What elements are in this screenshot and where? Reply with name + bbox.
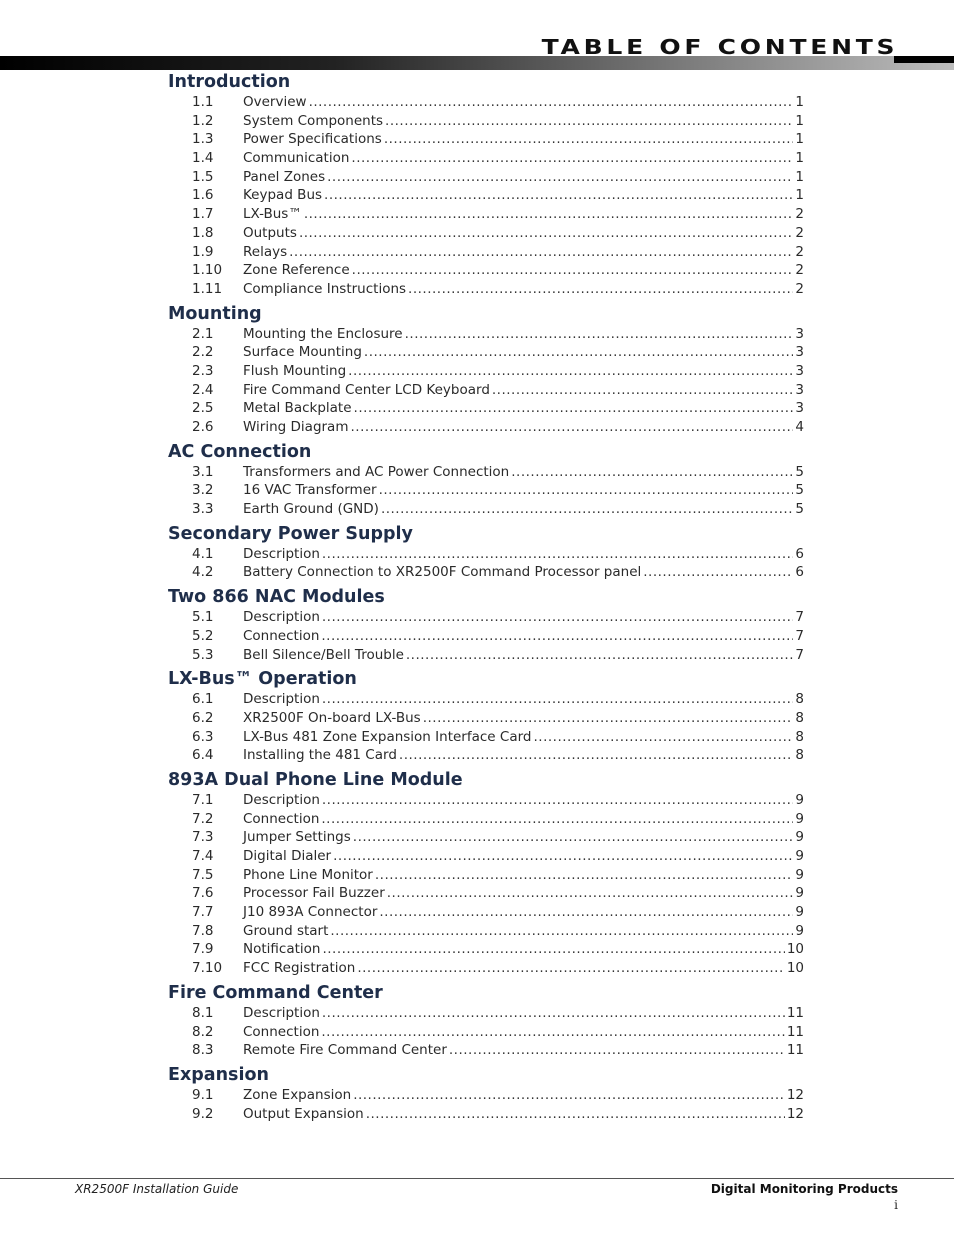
toc-entry[interactable] — [168, 418, 804, 437]
entry-page: 1 — [795, 168, 804, 185]
entry-label: J10 893A Connector — [243, 904, 378, 921]
entry-label: Notification — [243, 941, 321, 958]
header-bar-notch — [894, 56, 954, 63]
entry-number: 1.10 — [192, 262, 223, 279]
entry-number: 1.5 — [192, 168, 214, 185]
toc-section — [168, 770, 804, 978]
entry-number: 1.1 — [192, 94, 214, 110]
entry-label: Jumper Settings — [243, 829, 351, 846]
toc-entry[interactable] — [168, 149, 804, 168]
toc-section — [168, 72, 804, 299]
toc-entry[interactable] — [168, 627, 804, 646]
entry-number: 8.3 — [192, 1042, 214, 1059]
toc-entry[interactable] — [168, 93, 804, 112]
entry-number: 3.3 — [192, 501, 214, 518]
entry-label: Connection — [243, 627, 320, 644]
entry-number: 7.2 — [192, 810, 214, 827]
entry-number: 8.1 — [192, 1004, 214, 1021]
section-title: AC Connection — [168, 441, 312, 462]
entry-label: Phone Line Monitor — [243, 866, 373, 883]
entry-label: Surface Mounting — [243, 344, 362, 361]
toc-entry[interactable] — [168, 940, 804, 959]
dot-leader — [423, 709, 794, 728]
entry-number: 6.3 — [192, 728, 214, 745]
dot-leader — [406, 646, 794, 665]
dot-leader — [333, 847, 793, 866]
entry-number: 4.1 — [192, 545, 214, 562]
dot-leader — [322, 690, 794, 709]
entry-label: Outputs — [243, 224, 297, 241]
toc-entry[interactable] — [168, 362, 804, 381]
toc-entry[interactable] — [168, 690, 804, 709]
entry-page: 2 — [795, 280, 804, 297]
entry-label: Output Expansion — [243, 1105, 364, 1122]
dot-leader — [375, 866, 794, 885]
dot-leader — [321, 1023, 784, 1042]
toc-entry[interactable] — [168, 884, 804, 903]
entry-page: 8 — [795, 691, 804, 708]
entry-label: Relays — [243, 243, 288, 260]
entry-page: 2 — [795, 243, 804, 260]
entry-page: 9 — [795, 922, 804, 939]
toc-entry[interactable] — [168, 261, 804, 280]
entry-label: Metal Backplate — [243, 400, 352, 417]
entry-page: 9 — [795, 829, 804, 846]
dot-leader — [366, 1105, 785, 1124]
entry-label: Description — [243, 1004, 320, 1021]
entry-page: 5 — [795, 463, 804, 480]
dot-leader — [533, 728, 793, 747]
toc-entry[interactable] — [168, 1004, 804, 1023]
entry-label: Fire Command Center LCD Keyboard — [243, 381, 490, 398]
entry-label: Battery Connection to XR2500F Command Processor panel — [243, 564, 642, 581]
entry-number: 7.9 — [192, 941, 214, 958]
entry-label: Transformers and AC Power Connection — [243, 463, 510, 480]
footer-company-name: Digital Monitoring Products — [710, 1182, 898, 1196]
entry-label: Zone Expansion — [243, 1086, 352, 1103]
dot-leader — [322, 791, 794, 810]
entry-page: 1 — [795, 150, 804, 167]
entry-label: Flush Mounting — [243, 362, 347, 379]
toc-section — [168, 304, 804, 437]
entry-page: 5 — [795, 482, 804, 499]
entry-label: Panel Zones — [243, 168, 326, 185]
entry-page: 1 — [795, 112, 804, 129]
entry-page: 9 — [795, 866, 804, 883]
entry-number: 6.1 — [192, 691, 214, 708]
entry-number: 7.7 — [192, 904, 214, 921]
section-title: Expansion — [168, 1064, 269, 1085]
toc-section — [168, 587, 804, 664]
entry-label: Processor Fail Buzzer — [243, 885, 385, 902]
entry-label: Compliance Instructions — [243, 280, 407, 297]
entry-page: 6 — [795, 545, 804, 562]
dot-leader — [304, 205, 794, 224]
toc-entry[interactable] — [168, 746, 804, 765]
entry-label: Overview — [243, 94, 307, 110]
dot-leader — [327, 168, 793, 187]
toc-entry[interactable] — [168, 243, 804, 262]
entry-page: 7 — [795, 646, 804, 663]
entry-number: 1.3 — [192, 131, 214, 148]
dot-leader — [385, 112, 793, 131]
entry-page: 7 — [795, 627, 804, 644]
entry-label: XR2500F On-board LX-Bus — [243, 709, 421, 726]
dot-leader — [399, 746, 794, 765]
entry-number: 5.3 — [192, 646, 214, 663]
toc-entry[interactable] — [168, 112, 804, 131]
dot-leader — [352, 261, 794, 280]
dot-leader — [322, 940, 784, 959]
entry-page: 1 — [795, 187, 804, 204]
entry-label: 16 VAC Transformer — [243, 482, 377, 499]
entry-page: 8 — [795, 709, 804, 726]
entry-number: 3.2 — [192, 482, 214, 499]
entry-page: 2 — [795, 224, 804, 241]
entry-number: 7.10 — [192, 960, 223, 977]
dot-leader — [379, 481, 794, 500]
entry-page: 10 — [786, 941, 804, 958]
footer-document-title: XR2500F Installation Guide — [75, 1182, 239, 1196]
entry-page: 9 — [795, 791, 804, 808]
toc-entry[interactable] — [168, 325, 804, 344]
entry-label: LX-Bus 481 Zone Expansion Interface Card — [243, 728, 532, 745]
dot-leader — [384, 130, 794, 149]
dot-leader — [309, 93, 794, 112]
dot-leader — [408, 280, 793, 299]
toc-entry[interactable] — [168, 709, 804, 728]
entry-number: 1.11 — [192, 280, 223, 297]
entry-label: Mounting the Enclosure — [243, 325, 403, 342]
toc-entry[interactable] — [168, 1041, 804, 1060]
dot-leader — [350, 418, 793, 437]
dot-leader — [405, 325, 794, 344]
toc-entry[interactable] — [168, 959, 804, 978]
dot-leader — [511, 463, 793, 482]
entry-number: 2.3 — [192, 362, 214, 379]
entry-page: 1 — [795, 94, 804, 110]
dot-leader — [364, 343, 793, 362]
dot-leader — [348, 362, 793, 381]
entry-label: Description — [243, 691, 320, 708]
toc-entry[interactable] — [168, 168, 804, 187]
entry-number: 5.2 — [192, 627, 214, 644]
toc-entry[interactable] — [168, 922, 804, 941]
entry-page: 1 — [795, 131, 804, 148]
entry-label: Description — [243, 609, 320, 626]
dot-leader — [379, 903, 793, 922]
entry-page: 4 — [795, 419, 804, 435]
toc-entry[interactable] — [168, 1086, 804, 1105]
entry-label: Connection — [243, 810, 320, 827]
toc-entry[interactable] — [168, 205, 804, 224]
dot-leader — [387, 884, 794, 903]
dot-leader — [324, 186, 793, 205]
table-of-contents — [168, 72, 804, 1123]
toc-entry[interactable] — [168, 545, 804, 564]
dot-leader — [330, 922, 793, 941]
toc-entry[interactable] — [168, 381, 804, 400]
dot-leader — [322, 608, 794, 627]
toc-entry[interactable] — [168, 1105, 804, 1124]
entry-page: 8 — [795, 747, 804, 764]
entry-page: 9 — [795, 810, 804, 827]
dot-leader — [321, 627, 793, 646]
entry-label: Ground start — [243, 922, 329, 939]
entry-label: Connection — [243, 1023, 320, 1040]
dot-leader — [381, 500, 793, 519]
toc-entry[interactable] — [168, 866, 804, 885]
toc-entry[interactable] — [168, 608, 804, 627]
entry-number: 9.2 — [192, 1105, 214, 1122]
section-title: LX-Bus™ Operation — [168, 669, 357, 690]
dot-leader — [322, 545, 794, 564]
dot-leader — [449, 1041, 785, 1060]
entry-label: Zone Reference — [243, 262, 350, 279]
entry-label: FCC Registration — [243, 960, 356, 977]
entry-number: 1.2 — [192, 112, 214, 129]
entry-page: 8 — [795, 728, 804, 745]
entry-number: 1.9 — [192, 243, 214, 260]
toc-entry[interactable] — [168, 481, 804, 500]
toc-entry[interactable] — [168, 728, 804, 747]
entry-page: 3 — [795, 400, 804, 417]
entry-page: 12 — [786, 1105, 804, 1122]
entry-page: 2 — [795, 262, 804, 279]
toc-section — [168, 983, 804, 1060]
entry-label: Earth Ground (GND) — [243, 501, 379, 518]
entry-number: 7.8 — [192, 922, 214, 939]
toc-entry[interactable] — [168, 646, 804, 665]
entry-page: 2 — [795, 206, 804, 223]
dot-leader — [321, 810, 793, 829]
toc-entry[interactable] — [168, 186, 804, 205]
entry-page: 3 — [795, 344, 804, 361]
entry-number: 4.2 — [192, 564, 214, 581]
toc-entry[interactable] — [168, 463, 804, 482]
entry-number: 1.7 — [192, 206, 214, 223]
entry-number: 7.5 — [192, 866, 214, 883]
entry-number: 1.6 — [192, 187, 214, 204]
entry-page: 10 — [786, 960, 804, 977]
section-title: Fire Command Center — [168, 982, 383, 1003]
entry-label: Remote Fire Command Center — [243, 1042, 447, 1059]
entry-page: 11 — [786, 1042, 804, 1059]
dot-leader — [353, 828, 794, 847]
section-title: Mounting — [168, 303, 262, 324]
entry-number: 6.4 — [192, 747, 214, 764]
entry-number: 6.2 — [192, 709, 214, 726]
entry-page: 12 — [786, 1086, 804, 1103]
entry-page: 9 — [795, 885, 804, 902]
entry-number: 7.4 — [192, 848, 214, 864]
entry-label: Bell Silence/Bell Trouble — [243, 646, 404, 663]
section-title: Secondary Power Supply — [168, 523, 413, 544]
entry-label: LX-Bus™ — [243, 206, 302, 223]
entry-number: 7.6 — [192, 885, 214, 902]
footer-divider — [0, 1178, 954, 1179]
toc-entry[interactable] — [168, 399, 804, 418]
dot-leader — [354, 399, 794, 418]
entry-label: Communication — [243, 150, 350, 167]
entry-number: 7.1 — [192, 791, 214, 808]
toc-entry[interactable] — [168, 847, 804, 866]
entry-page: 7 — [795, 609, 804, 626]
dot-leader — [643, 563, 793, 582]
toc-entry[interactable] — [168, 500, 804, 519]
entry-number: 2.1 — [192, 325, 214, 342]
entry-number: 2.6 — [192, 419, 214, 435]
entry-page: 3 — [795, 381, 804, 398]
toc-entry[interactable] — [168, 224, 804, 243]
entry-number: 8.2 — [192, 1023, 214, 1040]
section-title: 893A Dual Phone Line Module — [168, 769, 463, 790]
entry-label: Description — [243, 791, 320, 808]
entry-number: 7.3 — [192, 829, 214, 846]
toc-entry[interactable] — [168, 903, 804, 922]
toc-entry[interactable] — [168, 563, 804, 582]
toc-entry[interactable] — [168, 810, 804, 829]
dot-leader — [492, 381, 794, 400]
page-number: i — [894, 1198, 898, 1212]
dot-leader — [289, 243, 793, 262]
section-title: Two 866 NAC Modules — [168, 587, 385, 608]
dot-leader — [299, 224, 793, 243]
dot-leader — [351, 149, 793, 168]
page-title: TABLE OF CONTENTS — [541, 35, 898, 59]
entry-number: 2.2 — [192, 344, 214, 361]
entry-page: 5 — [795, 501, 804, 518]
entry-page: 11 — [786, 1023, 804, 1040]
toc-entry[interactable] — [168, 1023, 804, 1042]
toc-section — [168, 524, 804, 582]
toc-entry[interactable] — [168, 791, 804, 810]
entry-label: System Components — [243, 112, 384, 129]
entry-number: 2.4 — [192, 381, 214, 398]
entry-number: 1.4 — [192, 150, 214, 167]
entry-label: Keypad Bus — [243, 187, 323, 204]
entry-page: 3 — [795, 325, 804, 342]
entry-label: Wiring Diagram — [243, 419, 349, 435]
toc-entry[interactable] — [168, 280, 804, 299]
dot-leader — [353, 1086, 785, 1105]
entry-number: 5.1 — [192, 609, 214, 626]
toc-section — [168, 669, 804, 765]
toc-section — [168, 1065, 804, 1123]
entry-number: 1.8 — [192, 224, 214, 241]
entry-label: Power Specifications — [243, 131, 382, 148]
toc-entry[interactable] — [168, 828, 804, 847]
section-title: Introduction — [168, 72, 291, 92]
entry-label: Description — [243, 545, 320, 562]
entry-label: Digital Dialer — [243, 848, 332, 864]
toc-section — [168, 442, 804, 519]
entry-page: 11 — [786, 1004, 804, 1021]
entry-number: 3.1 — [192, 463, 214, 480]
entry-page: 9 — [795, 904, 804, 921]
dot-leader — [357, 959, 784, 978]
entry-label: Installing the 481 Card — [243, 747, 397, 764]
dot-leader — [322, 1004, 785, 1023]
entry-page: 6 — [795, 564, 804, 581]
entry-number: 2.5 — [192, 400, 214, 417]
entry-number: 9.1 — [192, 1086, 214, 1103]
toc-entry[interactable] — [168, 130, 804, 149]
toc-entry[interactable] — [168, 343, 804, 362]
entry-page: 9 — [795, 848, 804, 864]
entry-page: 3 — [795, 362, 804, 379]
